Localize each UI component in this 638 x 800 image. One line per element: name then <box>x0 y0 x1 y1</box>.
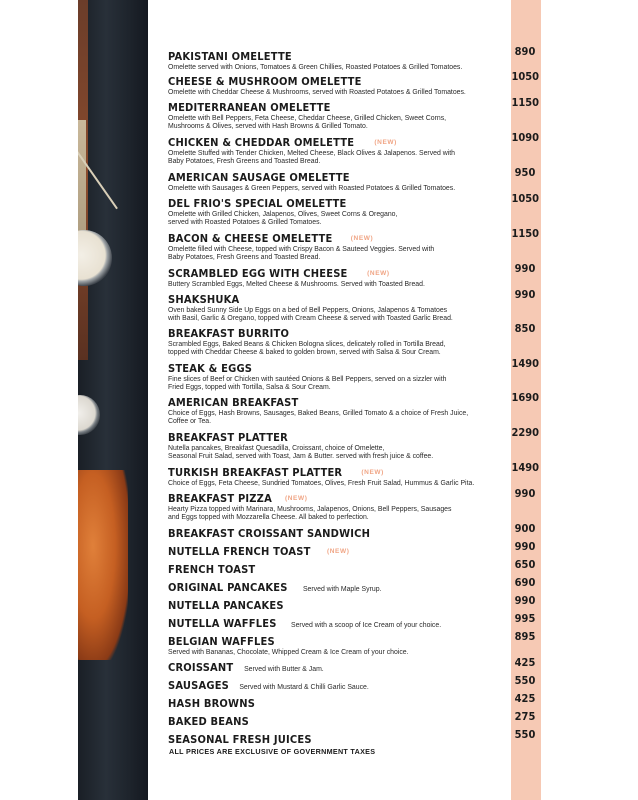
item-description: Buttery Scrambled Eggs, Melted Cheese & Mushrooms. Served with Toasted Bread. <box>168 281 425 288</box>
item-name: BELGIAN WAFFLES <box>168 635 275 648</box>
item-name: SCRAMBLED EGG WITH CHEESE <box>168 267 348 280</box>
item-description: Served with a scoop of Ice Cream of your choice. <box>290 622 442 629</box>
item-description-line2: and Eggs topped with Mozzarella Cheese. All baked to perfection. <box>168 514 369 522</box>
item-price: 1050 <box>511 70 540 83</box>
item-price: 995 <box>514 612 536 625</box>
item-price: 425 <box>514 656 536 669</box>
menu-item <box>168 612 538 631</box>
new-tag: (NEW) <box>284 495 308 502</box>
item-description: Omelette filled with Cheese, topped with Crispy Bacon & Sauteed Veggies. Served with <box>168 246 435 253</box>
item-name: BREAKFAST PLATTER <box>168 431 288 444</box>
item-name: BREAKFAST PIZZA <box>168 492 272 505</box>
item-name: FRENCH TOAST <box>168 563 256 576</box>
item-description-line2: Seasonal Fruit Salad, served with Toast, Jam & Butter. served with fresh juice & coffee. <box>168 453 434 461</box>
new-tag: (NEW) <box>327 548 350 555</box>
item-price: 1150 <box>511 96 540 109</box>
menu-item <box>168 728 538 747</box>
item-name: AMERICAN BREAKFAST <box>168 396 299 409</box>
croissant-image <box>78 470 128 660</box>
item-price: 990 <box>514 262 536 275</box>
sauce-bowl <box>78 230 112 286</box>
item-description: Omelette with Bell Peppers, Feta Cheese, Cheddar Cheese, Grilled Chicken, Sweet Corns, <box>168 115 447 122</box>
item-name: SEASONAL FRESH JUICES <box>168 733 312 746</box>
item-description: Served with Mustard & Chilli Garlic Sauce. <box>239 684 369 691</box>
item-price: 550 <box>514 728 536 741</box>
menu-item <box>168 522 538 541</box>
menu-item <box>168 692 538 711</box>
item-description-line2: topped with Cheddar Cheese & baked to golden brown, served with Salsa & Sour Cream. <box>168 349 441 357</box>
menu-item <box>168 192 538 228</box>
item-price: 990 <box>514 540 536 553</box>
menu-item <box>168 357 538 393</box>
item-name: SHAKSHUKA <box>168 293 240 306</box>
item-name: DEL FRIO'S SPECIAL OMELETTE <box>168 197 347 210</box>
item-name: BAKED BEANS <box>168 715 249 728</box>
item-description-line2: with Basil, Garlic & Oregano, topped with Cream Cheese & served with Toasted Garlic Bread. <box>168 315 453 323</box>
item-description: Choice of Eggs, Hash Browns, Sausages, Baked Beans, Grilled Tomato & a choice of Fresh Juice, <box>168 410 469 417</box>
new-tag: (NEW) <box>361 469 384 476</box>
item-description: Served with Butter & Jam. <box>244 666 324 673</box>
item-price: 2290 <box>511 426 540 439</box>
sauce-bowl-small <box>78 395 100 435</box>
item-price: 1090 <box>511 131 540 144</box>
item-name: PAKISTANI OMELETTE <box>168 50 292 63</box>
menu-item <box>168 166 538 193</box>
menu-item <box>168 391 538 427</box>
item-price: 990 <box>514 288 536 301</box>
menu-item <box>168 656 538 675</box>
menu-item <box>168 262 538 289</box>
menu-item <box>168 710 538 729</box>
item-description: Omelette Stuffed with Tender Chicken, Melted Cheese, Black Olives & Jalapenos. Served with <box>168 150 455 157</box>
item-price: 1050 <box>511 192 540 205</box>
item-name: BACON & CHEESE OMELETTE <box>168 232 333 245</box>
item-description-line2: Coffee or Tea. <box>168 418 212 426</box>
tax-footer-note: ALL PRICES ARE EXCLUSIVE OF GOVERNMENT TAXES <box>169 747 376 756</box>
item-name: CHICKEN & CHEDDAR OMELETTE <box>168 136 355 149</box>
food-photo-strip <box>78 0 148 800</box>
item-description: Omelette with Cheddar Cheese & Mushrooms, served with Roasted Potatoes & Grilled Tomatoes. <box>168 89 466 96</box>
item-name: STEAK & EGGS <box>168 362 253 375</box>
item-name: CROISSANT <box>168 661 234 674</box>
menu-item <box>168 426 538 462</box>
item-name: ORIGINAL PANCAKES <box>168 581 288 594</box>
item-price: 895 <box>514 630 536 643</box>
item-price: 850 <box>514 322 536 335</box>
menu-item <box>168 461 538 488</box>
item-price: 1490 <box>511 461 540 474</box>
item-price: 550 <box>514 674 536 687</box>
menu-item <box>168 70 538 97</box>
item-price: 890 <box>514 45 536 58</box>
item-price: 950 <box>514 166 536 179</box>
menu-item <box>168 322 538 358</box>
menu-item <box>168 540 538 559</box>
menu-item <box>168 288 538 324</box>
item-name: NUTELLA PANCAKES <box>168 599 284 612</box>
item-name: CHEESE & MUSHROOM OMELETTE <box>168 75 362 88</box>
item-price: 1690 <box>511 391 540 404</box>
item-price: 990 <box>514 594 536 607</box>
menu-item <box>168 558 538 577</box>
item-description-line2: Mushrooms & Olives, served with Hash Browns & Grilled Tomato. <box>168 123 368 131</box>
item-description: Served with Maple Syrup. <box>302 586 382 593</box>
item-description: Served with Bananas, Chocolate, Whipped Cream & Ice Cream of your choice. <box>168 649 409 656</box>
item-name: HASH BROWNS <box>168 697 256 710</box>
item-description: Oven baked Sunny Side Up Eggs on a bed of Bell Peppers, Onions, Jalapenos & Tomatoes <box>168 307 448 314</box>
item-description: Omelette served with Onions, Tomatoes & Green Chillies, Roasted Potatoes & Grilled Tomatoes. <box>168 64 463 71</box>
menu-item <box>168 45 538 72</box>
item-price: 275 <box>514 710 536 723</box>
item-price: 690 <box>514 576 536 589</box>
item-description: Choice of Eggs, Feta Cheese, Sundried Tomatoes, Olives, Fresh Fruit Salad, Hummus & Garlic Pita. <box>168 480 475 487</box>
menu-item <box>168 96 538 132</box>
item-price: 1150 <box>511 227 540 240</box>
menu-item <box>168 630 538 657</box>
item-description-line2: Fried Eggs, topped with Tortilla, Salsa & Sour Cream. <box>168 384 331 392</box>
item-price: 650 <box>514 558 536 571</box>
item-description-line2: served with Roasted Potatoes & Grilled Tomatoes. <box>168 219 322 227</box>
menu-item <box>168 576 538 595</box>
item-name: NUTELLA WAFFLES <box>168 617 277 630</box>
item-name: TURKISH BREAKFAST PLATTER <box>168 466 343 479</box>
item-price: 990 <box>514 487 536 500</box>
menu-item <box>168 487 538 523</box>
item-price: 425 <box>514 692 536 705</box>
item-name: MEDITERRANEAN OMELETTE <box>168 101 331 114</box>
item-description-line2: Baby Potatoes, Fresh Greens and Toasted Bread. <box>168 158 321 166</box>
new-tag: (NEW) <box>374 139 397 146</box>
item-description-line2: Baby Potatoes, Fresh Greens and Toasted Bread. <box>168 254 321 262</box>
new-tag: (NEW) <box>350 235 374 242</box>
item-description: Omelette with Grilled Chicken, Jalapenos, Olives, Sweet Corns & Oregano, <box>168 211 398 218</box>
item-name: BREAKFAST CROISSANT SANDWICH <box>168 527 371 540</box>
new-tag: (NEW) <box>367 270 390 277</box>
item-price: 1490 <box>511 357 540 370</box>
item-description: Nutella pancakes, Breakfast Quesadilla, Croissant, choice of Omelette, <box>168 445 385 452</box>
item-name: AMERICAN SAUSAGE OMELETTE <box>168 171 350 184</box>
item-description: Hearty Pizza topped with Marinara, Mushrooms, Jalapenos, Onions, Bell Peppers, Sausages <box>168 506 452 513</box>
menu-item <box>168 674 538 693</box>
item-price: 900 <box>514 522 536 535</box>
item-description: Fine slices of Beef or Chicken with sautéed Onions & Bell Peppers, served on a sizzler with <box>168 376 447 383</box>
item-name: SAUSAGES <box>168 679 230 692</box>
item-description: Omelette with Sausages & Green Peppers, served with Roasted Potatoes & Grilled Tomatoes. <box>168 185 456 192</box>
item-name: BREAKFAST BURRITO <box>168 327 290 340</box>
menu-item <box>168 594 538 613</box>
menu-item <box>168 131 538 167</box>
menu-item <box>168 227 538 263</box>
item-description: Scrambled Eggs, Baked Beans & Chicken Bologna slices, delicately rolled in Tortilla Bread, <box>168 341 446 348</box>
item-name: NUTELLA FRENCH TOAST <box>168 545 311 558</box>
